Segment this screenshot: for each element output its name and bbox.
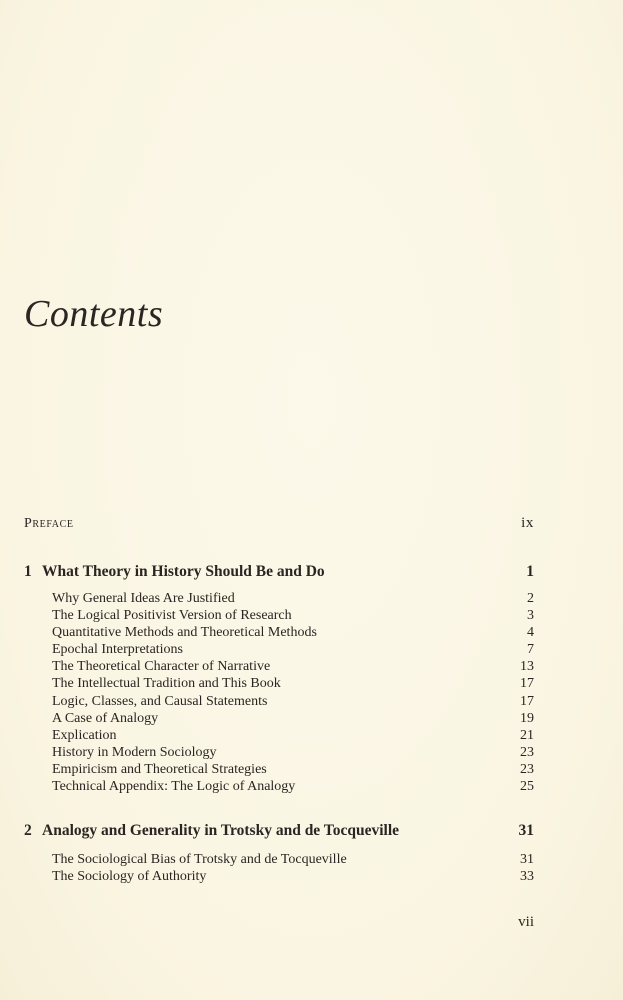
section-title: The Sociology of Authority: [52, 869, 207, 885]
section-page-number: 23: [520, 761, 534, 777]
toc-section-entry[interactable]: [52, 868, 534, 885]
chapter-2-title: Analogy and Generality in Trotsky and de Tocqueville: [42, 822, 399, 839]
section-title: Technical Appendix: The Logic of Analogy: [52, 779, 296, 795]
chapter-1-entry[interactable]: [24, 563, 534, 581]
contents-heading: Contents: [24, 293, 164, 335]
section-title: History in Modern Sociology: [52, 744, 217, 760]
toc-section-entry[interactable]: [52, 624, 534, 641]
preface-entry[interactable]: [24, 515, 534, 532]
toc-section-entry[interactable]: [52, 693, 534, 710]
chapter-1-section-list: [52, 590, 534, 795]
section-title: Epochal Interpretations: [52, 642, 184, 658]
section-page-number: 31: [520, 852, 534, 867]
section-page-number: 21: [520, 727, 534, 743]
toc-section-entry[interactable]: [52, 761, 534, 778]
chapter-1-title: What Theory in History Should Be and Do: [42, 563, 325, 580]
chapter-2-page-number: 31: [518, 822, 534, 839]
section-title: Why General Ideas Are Justified: [52, 591, 235, 606]
folio-page-number: vii: [518, 914, 534, 930]
section-page-number: 7: [527, 642, 534, 658]
toc-section-entry[interactable]: [52, 727, 534, 744]
section-page-number: 17: [520, 676, 534, 692]
chapter-2-heading: [24, 822, 399, 840]
section-page-number: 4: [527, 625, 534, 641]
section-title: Empiricism and Theoretical Strategies: [52, 761, 267, 777]
section-title: The Theoretical Character of Narrative: [52, 659, 271, 675]
chapter-2-number: 2: [24, 822, 32, 839]
section-title: The Intellectual Tradition and This Book: [52, 676, 281, 692]
toc-section-entry[interactable]: [52, 641, 534, 658]
toc-section-entry[interactable]: [52, 744, 534, 761]
toc-section-entry[interactable]: [52, 778, 534, 795]
chapter-1-heading: [24, 563, 325, 581]
section-title: Logic, Classes, and Causal Statements: [52, 693, 268, 709]
section-title: A Case of Analogy: [52, 710, 159, 726]
toc-section-entry[interactable]: [52, 658, 534, 675]
toc-section-entry[interactable]: [52, 851, 534, 868]
chapter-2-section-list: [52, 851, 534, 885]
section-title: The Sociological Bias of Trotsky and de Tocqueville: [52, 852, 347, 867]
toc-section-entry[interactable]: [52, 710, 534, 727]
section-page-number: 13: [520, 659, 534, 675]
section-page-number: 17: [520, 693, 534, 709]
toc-section-entry[interactable]: [52, 607, 534, 624]
section-title: Explication: [52, 727, 117, 743]
section-page-number: 3: [527, 608, 534, 624]
preface-page-number: ix: [521, 515, 534, 531]
chapter-2-entry[interactable]: [24, 822, 534, 840]
toc-section-entry[interactable]: [52, 675, 534, 692]
section-page-number: 23: [520, 744, 534, 760]
section-page-number: 2: [527, 591, 534, 606]
section-title: Quantitative Methods and Theoretical Methods: [52, 625, 317, 641]
section-title: The Logical Positivist Version of Research: [52, 608, 292, 624]
toc-section-entry[interactable]: [52, 590, 534, 607]
section-page-number: 19: [520, 710, 534, 726]
chapter-1-number: 1: [24, 563, 32, 580]
preface-label: Preface: [24, 516, 74, 531]
section-page-number: 33: [520, 869, 534, 885]
section-page-number: 25: [520, 779, 534, 795]
chapter-1-page-number: 1: [526, 563, 534, 580]
